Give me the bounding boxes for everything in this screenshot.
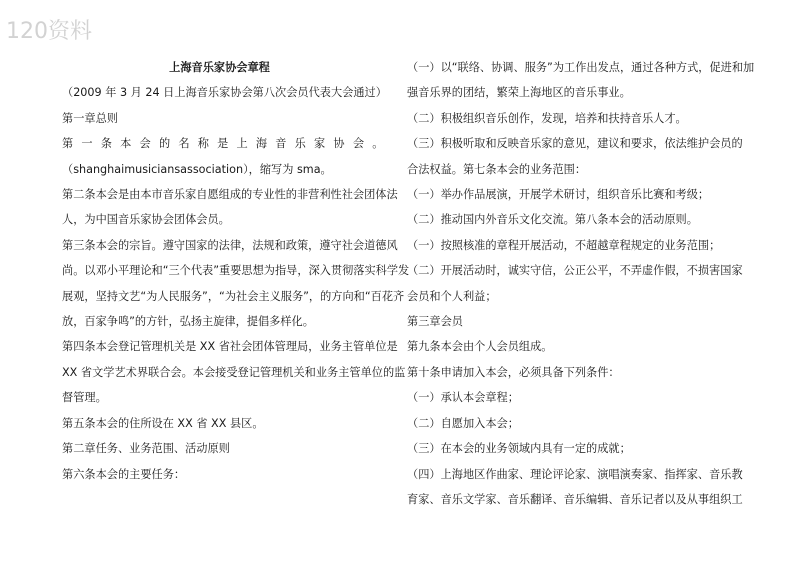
paragraph-line: 第十条申请加入本会，必须具备下列条件：	[407, 365, 620, 379]
paragraph-line: （三）在本会的业务领域内具有一定的成就；	[407, 442, 631, 456]
paragraph-line: （一）举办作品展演，开展学术研讨，组织音乐比赛和考级；	[407, 188, 710, 202]
paragraph-line: 人，为中国音乐家协会团体会员。	[62, 213, 230, 227]
chapter-heading: 第三章会员	[407, 315, 463, 329]
paragraph-line: （二）推动国内外音乐文化交流。第八条本会的活动原则。	[407, 213, 698, 227]
paragraph-line: 尚。以邓小平理论和“三个代表”重要思想为指导，深入贯彻落实科学发	[62, 264, 410, 278]
paragraph-line: （二）积极组织音乐创作，发现，培养和扶持音乐人才。	[407, 111, 687, 125]
document-title: 上海音乐家协会章程	[169, 61, 270, 74]
chapter-heading: 第二章任务、业务范围、活动原则	[62, 442, 230, 456]
paragraph-line: 第五条本会的住所设在 XX 省 XX 县区。	[62, 416, 264, 430]
paragraph-line: 放，百家争鸣”的方针，弘扬主旋律，提倡多样化。	[62, 315, 314, 329]
paragraph-line: （一）按照核准的章程开展活动，不超越章程规定的业务范围；	[407, 238, 721, 252]
paragraph-line: 第一条本会的名称是上海音乐家协会。	[62, 137, 392, 151]
right-column	[407, 55, 755, 512]
left-column	[62, 55, 410, 487]
paragraph-line: （四）上海地区作曲家、理论评论家、演唱演奏家、指挥家、音乐教	[407, 467, 743, 481]
paragraph-line: （一）以“联络、协调、服务”为工作出发点，通过各种方式，促进和加	[407, 61, 755, 74]
paragraph-line: 合法权益。第七条本会的业务范围：	[407, 162, 587, 176]
chapter-heading: 第一章总则	[62, 111, 118, 125]
paragraph-line: 督管理。	[62, 391, 107, 405]
paragraph-line: （三）积极听取和反映音乐家的意见，建议和要求，依法维护会员的	[407, 137, 743, 151]
paragraph-line: 育家、音乐文学家、音乐翻译、音乐编辑、音乐记者以及从事组织工	[407, 492, 743, 506]
paragraph-line: XX 省文学艺术界联合会。本会接受登记管理机关和业务主管单位的监	[62, 365, 406, 379]
paragraph-line: 第九条本会由个人会员组成。	[407, 340, 553, 354]
paragraph-line: 第三条本会的宗旨。遵守国家的法律，法规和政策，遵守社会道德风	[62, 238, 398, 252]
paragraph-line: （一）承认本会章程；	[407, 391, 519, 405]
paragraph-line: （二）自愿加入本会；	[407, 416, 519, 430]
paragraph-line: 第六条本会的主要任务：	[62, 467, 186, 481]
paragraph-line: （shanghaimusiciansassociation），缩写为 sma。	[62, 162, 332, 176]
watermark-logo: 120资料	[6, 19, 92, 44]
paragraph-line: 强音乐界的团结，繁荣上海地区的音乐事业。	[407, 86, 631, 100]
paragraph-line: 展观，坚持文艺“为人民服务”，“为社会主义服务”，的方向和“百花齐	[62, 289, 405, 303]
paragraph-line: 会员和个人利益；	[407, 289, 497, 303]
paragraph-line: 第二条本会是由本市音乐家自愿组成的专业性的非营利性社会团体法	[62, 188, 398, 202]
paragraph-line: 第四条本会登记管理机关是 XX 省社会团体管理局，业务主管单位是	[62, 340, 398, 354]
paragraph-line: （2009 年 3 月 24 日上海音乐家协会第八次会员代表大会通过）	[62, 86, 387, 100]
paragraph-line: （二）开展活动时，诚实守信，公正公平，不弄虚作假，不损害国家	[407, 264, 743, 278]
